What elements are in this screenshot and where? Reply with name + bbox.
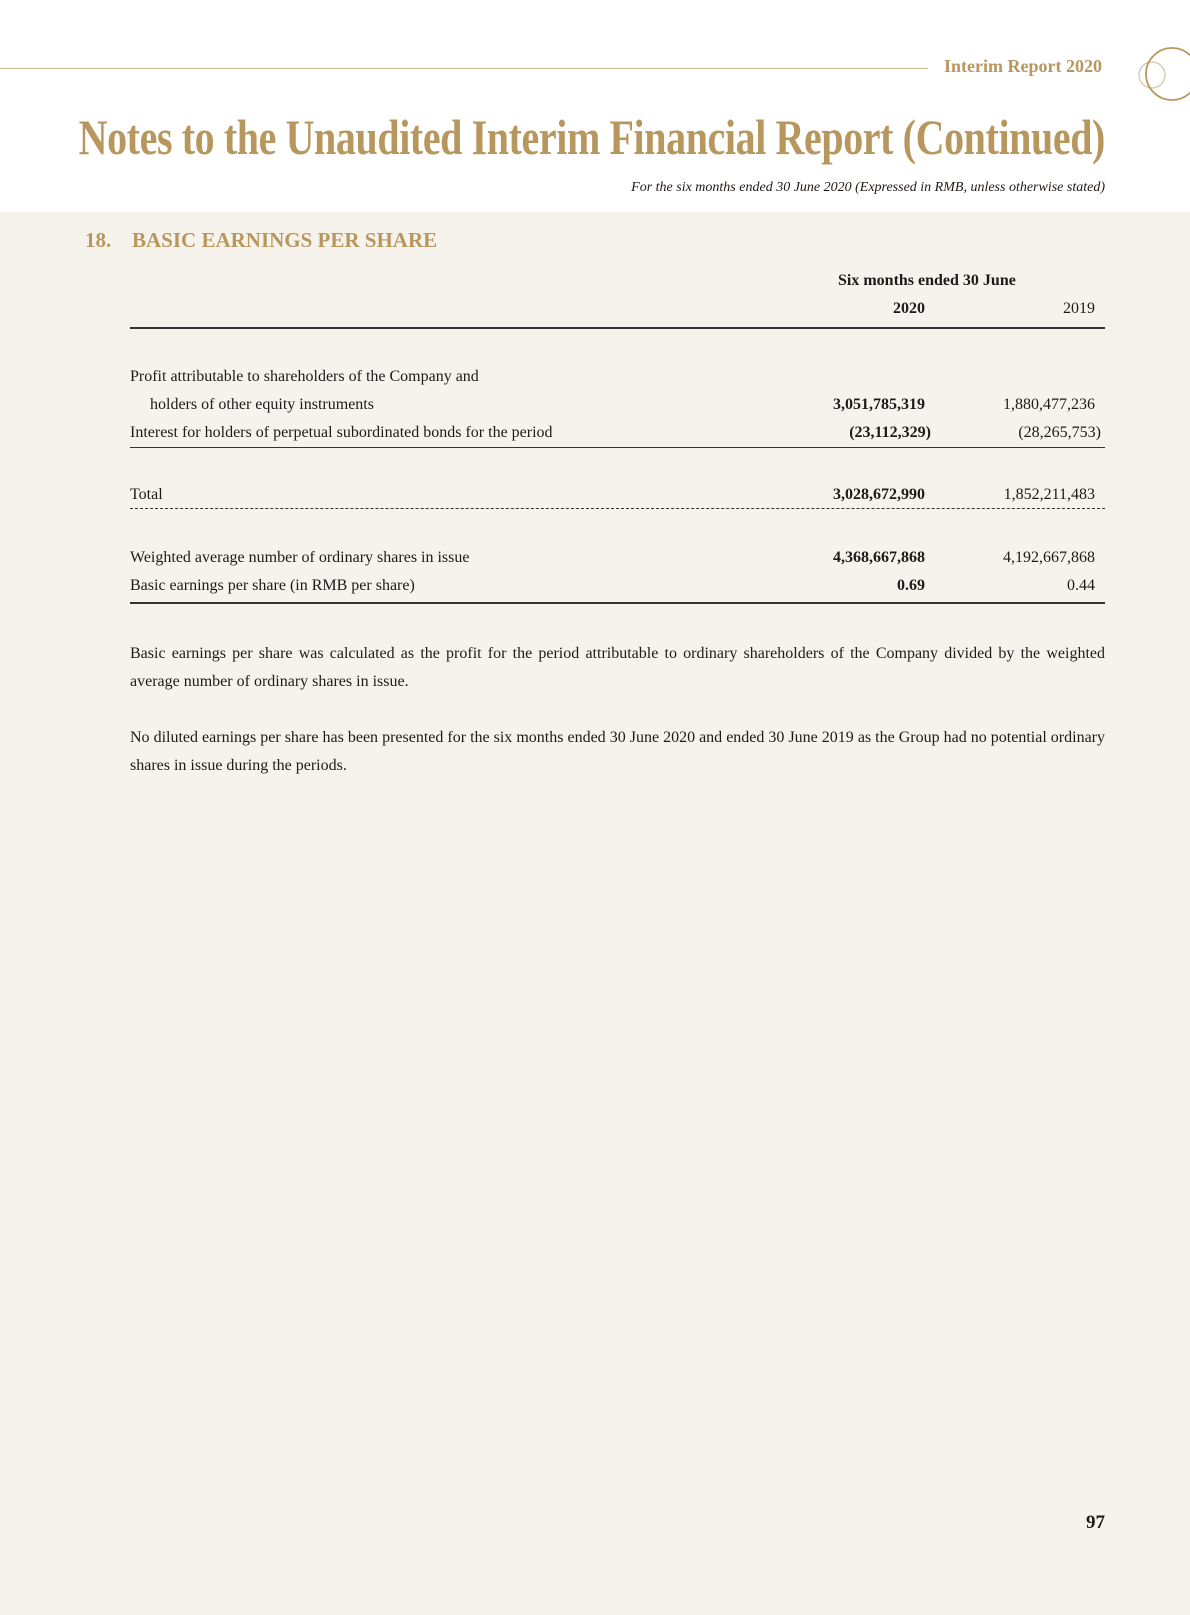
cell-2020: 4,368,667,868 [833, 549, 925, 566]
cell-2020: 3,051,785,319 [833, 396, 925, 413]
row-label: Weighted average number of ordinary shares in issue [130, 549, 470, 566]
cell-2019: 1,852,211,483 [1003, 486, 1095, 503]
section-title: BASIC EARNINGS PER SHARE [132, 228, 438, 252]
period-header: Six months ended 30 June [838, 272, 1016, 289]
column-header-2020: 2020 [893, 300, 925, 317]
page-title: Notes to the Unaudited Interim Financial Report (Continued) [78, 109, 1105, 165]
cell-2020: 0.69 [897, 577, 925, 594]
total-dashed-rule [130, 508, 1105, 509]
decorative-circles-icon [1138, 46, 1190, 102]
page-number: 97 [1086, 1512, 1105, 1533]
report-label: Interim Report 2020 [944, 56, 1102, 76]
row-label: Profit attributable to shareholders of the Company and [130, 368, 479, 385]
row-label: holders of other equity instruments [150, 396, 374, 413]
cell-2019: (28,265,753) [1018, 424, 1101, 441]
row-label: Total [130, 486, 163, 503]
page-subtitle: For the six months ended 30 June 2020 (Expressed in RMB, unless otherwise stated) [631, 180, 1105, 195]
section-heading [85, 228, 437, 253]
cell-2020: (23,112,329) [849, 424, 931, 441]
subtotal-rule [130, 447, 1105, 448]
section-number: 18. [85, 228, 112, 252]
bottom-rule [130, 602, 1105, 604]
paragraph-diluted-eps: No diluted earnings per share has been presented for the six months ended 30 June 2020 and ended 30 June 2019 as the Group had no potential ordinary shares in issue during the periods. [130, 729, 1105, 774]
cell-2020: 3,028,672,990 [833, 486, 925, 503]
cell-2019: 0.44 [1067, 577, 1095, 594]
paragraph-basic-eps: Basic earnings per share was calculated as the profit for the period attributable to ordinary shareholders of the Company divided by the weighted average number of ordinary shares in issue. [130, 645, 1105, 690]
header-rule [130, 327, 1105, 329]
header-rule [0, 68, 928, 69]
column-header-2019: 2019 [1063, 300, 1095, 317]
row-label: Basic earnings per share (in RMB per share) [130, 577, 415, 594]
cell-2019: 4,192,667,868 [1003, 549, 1095, 566]
row-label: Interest for holders of perpetual subordinated bonds for the period [130, 424, 553, 441]
cell-2019: 1,880,477,236 [1003, 396, 1095, 413]
